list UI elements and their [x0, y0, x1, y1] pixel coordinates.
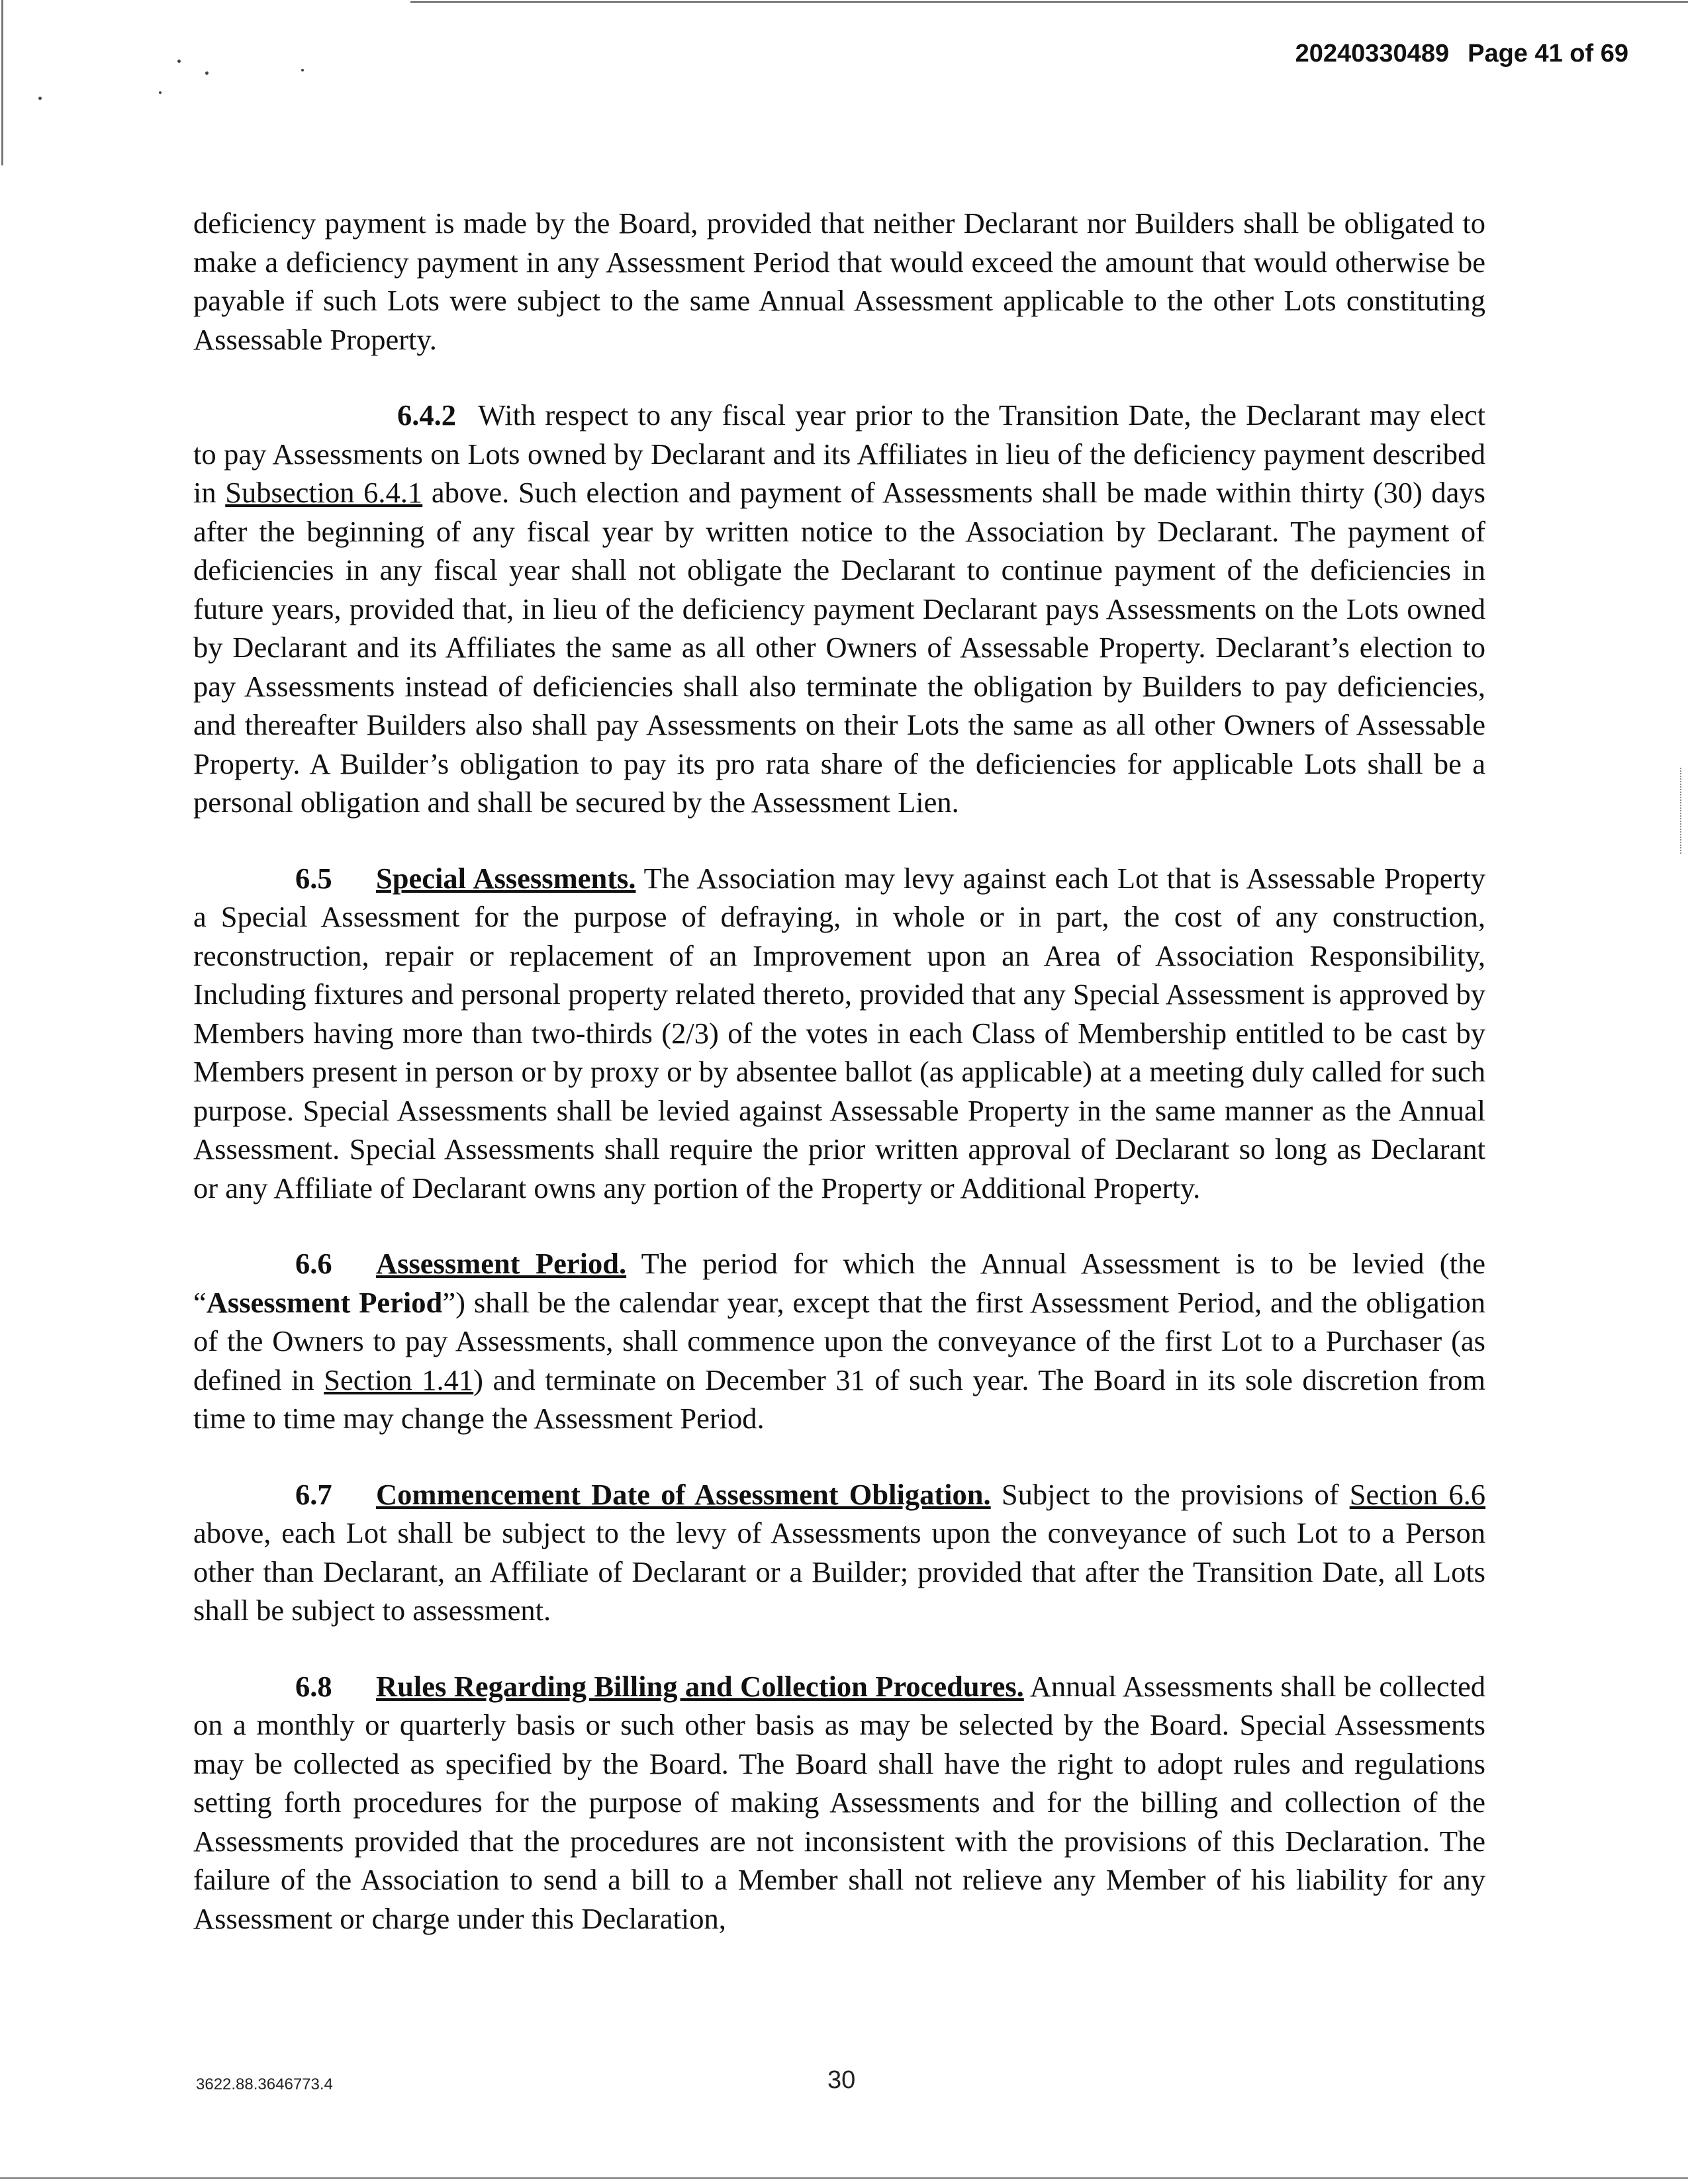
section-6-8	[193, 1667, 1485, 1938]
section-text: ”) shall be the calendar year, except that the first Assessment Period, and the obligation of the Owners to pay Assessments, shall commence upon the conveyance of the first Lot to a Purchaser (as defined in	[193, 1285, 1486, 1396]
section-text: With respect to any fiscal year prior to the Transition Date, the Declarant may elect to pay Assessments on Lots owned by Declarant and its Affiliates in lieu of the deficiency payment described in	[193, 398, 1485, 509]
section-heading: Assessment Period.	[376, 1247, 627, 1280]
recording-header	[1295, 40, 1628, 68]
document-body	[193, 204, 1485, 1975]
section-6-6	[193, 1244, 1485, 1438]
scan-speck	[177, 60, 181, 63]
section-text: above, each Lot shall be subject to the levy of Assessments upon the conveyance of such Lot to a Person other than Declarant, an Affiliate of Declarant or a Builder; provided that after the Transition Date, all Lots shall be subject to assessment.	[193, 1516, 1485, 1627]
section-text: Subject to the provisions of	[990, 1477, 1350, 1511]
section-heading: Rules Regarding Billing and Collection Procedures.	[376, 1669, 1024, 1703]
section-number: 6.7	[295, 1477, 332, 1511]
page-of-total: Page 41 of 69	[1468, 40, 1628, 68]
scan-top-edge	[410, 1, 1688, 3]
document-id: 3622.88.3646773.4	[196, 2075, 333, 2093]
scan-speck	[301, 69, 304, 71]
cross-reference-link: Subsection 6.4.1	[225, 476, 423, 509]
section-text: Annual Assessments shall be collected on a monthly or quarterly basis or such other basis as may be selected by the Board. Special Assessments may be collected as specified by the Board. The Board shall have the right to adopt rules and regulations setting forth procedures for the purpose of making Assessments and for the billing and collection of the Assessments provided that the procedures are not inconsistent with the provisions of this Declaration. The failure of the Association to send a bill to a Member shall not relieve any Member of his liability for any Assessment or charge under this Declaration,	[193, 1669, 1485, 1935]
scan-right-marks	[1680, 768, 1681, 854]
scan-speck	[38, 97, 42, 100]
cross-reference-link: Section 1.41	[324, 1363, 474, 1396]
scan-bottom-edge	[0, 2177, 1688, 2179]
section-text: The period for which the Annual Assessment is to be levied (the “	[193, 1247, 1485, 1319]
section-text: The Association may levy against each Lot that is Assessable Property a Special Assessment for the purpose of defraying, in whole or in part, the cost of any construction, reconstruction, repair or replacement of an Improvement upon an Area of Association Responsibility, Including fixtures and personal property related thereto, provided that any Special Assessment is approved by Members having more than two-thirds (2/3) of the votes in each Class of Membership entitled to be cast by Members present in person or by proxy or by absentee ballot (as applicable) at a meeting duly called for such purpose. Special Assessments shall be levied against Assessable Property in the same manner as the Annual Assessment. Special Assessments shall require the prior written approval of Declarant so long as Declarant or any Affiliate of Declarant owns any portion of the Property or Additional Property.	[193, 861, 1485, 1205]
section-text: ) and terminate on December 31 of such year. The Board in its sole discretion from time to time may change the Assessment Period.	[193, 1363, 1485, 1435]
section-6-7	[193, 1475, 1485, 1630]
paragraph-continuation: deficiency payment is made by the Board, provided that neither Declarant nor Builders shall be obligated to make a deficiency payment in any Assessment Period that would exceed the amount that would otherwise be payable if such Lots were subject to the same Annual Assessment applicable to the other Lots constituting Assessable Property.	[193, 206, 1485, 356]
section-6-4-2	[193, 396, 1485, 822]
page-number: 30	[827, 2066, 856, 2094]
section-text: above. Such election and payment of Assessments shall be made within thirty (30) days after the beginning of any fiscal year by written notice to the Association by Declarant. The payment of deficiencies in any fiscal year shall not obligate the Declarant to continue payment of the deficiencies in future years, provided that, in lieu of the deficiency payment Declarant pays Assessments on the Lots owned by Declarant and its Affiliates the same as all other Owners of Assessable Property. Declarant’s election to pay Assessments instead of deficiencies shall also terminate the obligation by Builders to pay deficiencies, and thereafter Builders also shall pay Assessments on their Lots the same as all other Owners of Assessable Property. A Builder’s obligation to pay its pro rata share of the deficiencies for applicable Lots shall be a personal obligation and shall be secured by the Assessment Lien.	[193, 476, 1486, 819]
section-number: 6.5	[295, 861, 332, 895]
section-number: 6.4.2	[397, 398, 456, 432]
section-6-5	[193, 859, 1485, 1208]
section-number: 6.6	[295, 1247, 332, 1280]
scan-speck	[159, 91, 162, 94]
scan-left-edge	[1, 0, 3, 165]
section-number: 6.8	[295, 1669, 332, 1703]
section-heading: Special Assessments.	[376, 861, 636, 895]
record-number: 20240330489	[1295, 40, 1450, 68]
defined-term: Assessment Period	[206, 1285, 443, 1319]
section-heading: Commencement Date of Assessment Obligation.	[376, 1477, 991, 1511]
cross-reference-link: Section 6.6	[1349, 1477, 1485, 1511]
scan-speck	[205, 71, 209, 75]
